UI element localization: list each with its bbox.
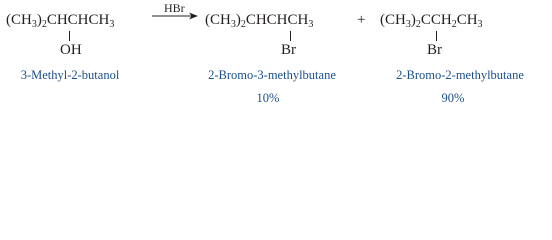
reactant-formula: $(CH_3)_2CHCHCH_3$	[6, 12, 115, 30]
product2-yield: 90%	[441, 91, 465, 105]
reactant-substituent: OH	[60, 42, 82, 58]
product2-br-bond	[436, 31, 437, 41]
product1-name: 2-Bromo-3-methylbutane	[208, 68, 336, 82]
product2-substituent: Br	[427, 42, 442, 58]
reactant-name: 3-Methyl-2-butanol	[20, 68, 120, 82]
product2-formula: $(CH_3)_2CCH_2CH_3$	[380, 12, 483, 30]
plus-sign: +	[357, 12, 366, 28]
product1-br-bond	[290, 31, 291, 41]
reaction-arrow	[152, 12, 198, 20]
product2-name: 2-Bromo-2-methylbutane	[396, 68, 524, 82]
product1-formula: $(CH_3)_2CHCHCH_3$	[205, 12, 314, 30]
reagent-label: HBr	[164, 1, 185, 15]
product1-substituent: Br	[281, 42, 296, 58]
reactant-oh-bond	[69, 31, 70, 41]
product1-yield: 10%	[256, 91, 280, 105]
